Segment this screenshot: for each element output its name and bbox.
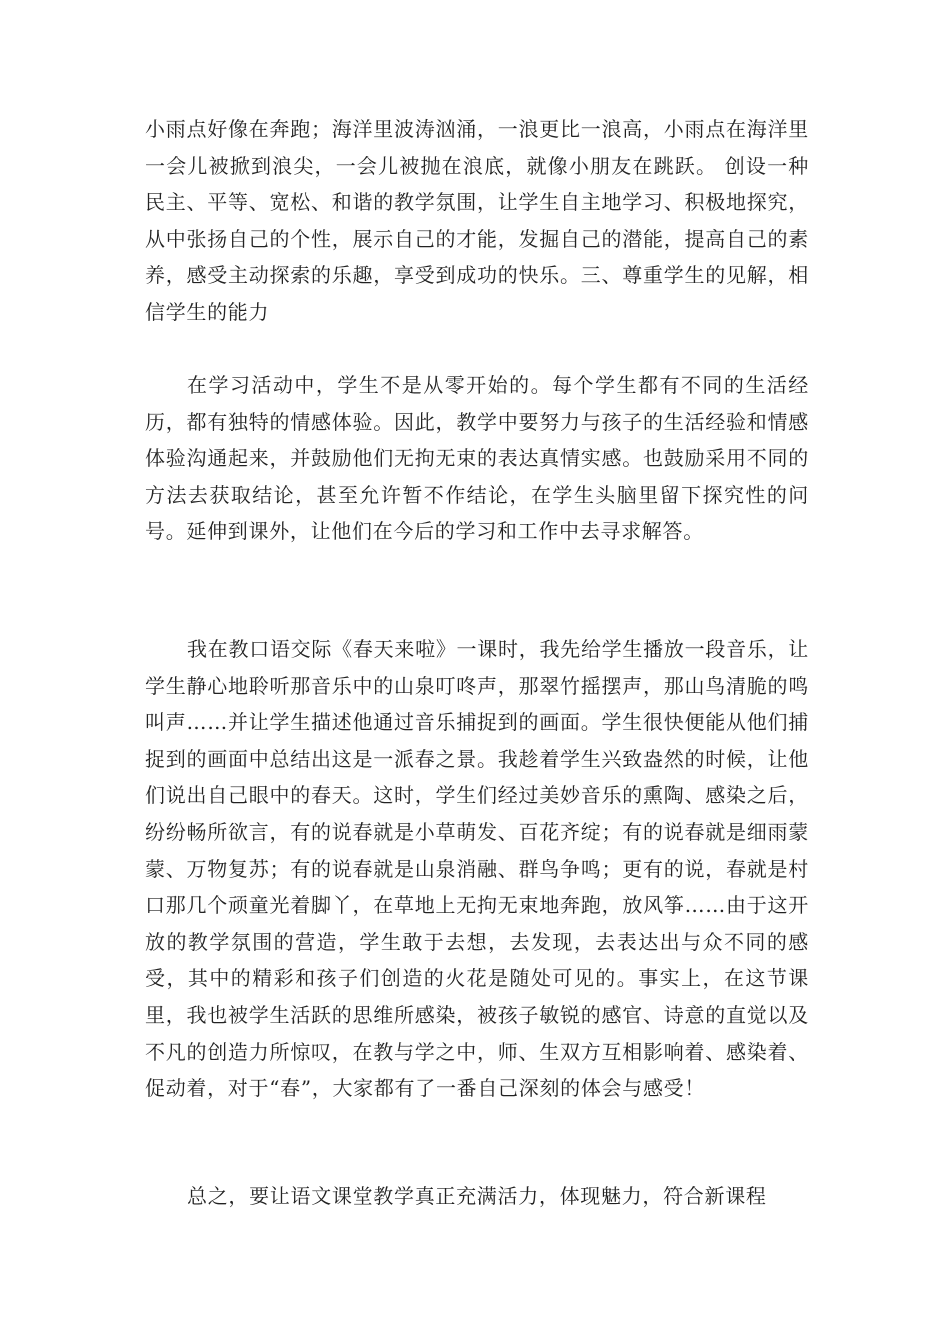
paragraph-spring-lesson: 我在教口语交际《春天来啦》一课时，我先给学生播放一段音乐，让学生静心地聆听那音乐中的山泉叮咚声，那翠竹摇摆声，那山鸟清脆的鸣叫声……并让学生描述他通过音乐捕捉到的画面。学生很快便能从他们捕捉到的画面中总结出这是一派春之景。我趁着学生兴致盎然的时候，让他们说出自己眼中的春天。这时，学生们经过美妙音乐的熏陶、感染之后，纷纷畅所欲言，有的说春就是小草萌发、百花齐绽；有的说春就是细雨蒙蒙、万物复苏；有的说春就是山泉消融、群鸟争鸣；更有的说，春就是村口那几个顽童光着脚丫，在草地上无拘无束地奔跑，放风筝……由于这开放的教学氛围的营造，学生敢于去想，去发现，去表达出与众不同的感受，其中的精彩和孩子们创造的火花是随处可见的。事实上，在这节课里，我也被学生活跃的思维所感染，被孩子敏锐的感官、诗意的直觉以及不凡的创造力所惊叹，在教与学之中，师、生双方互相影响着、感染着、促动着，对于“春”，大家都有了一番自己深刻的体会与感受！: [145, 637, 809, 1101]
paragraph-conclusion: 总之，要让语文课堂教学真正充满活力，体现魅力，符合新课程: [187, 1184, 767, 1208]
paragraph-learning-activities: 在学习活动中，学生不是从零开始的。每个学生都有不同的生活经历，都有独特的情感体验。因此，教学中要努力与孩子的生活经验和情感体验沟通起来，并鼓励他们无拘无束的表达真情实感。也鼓励采用不同的方法去获取结论，甚至允许暂不作结论，在学生头脑里留下探究性的问号。延伸到课外，让他们在今后的学习和工作中去寻求解答。: [145, 373, 809, 544]
paragraph-continuation: 小雨点好像在奔跑；海洋里波涛汹涌，一浪更比一浪高，小雨点在海洋里一会儿被掀到浪尖，一会儿被抛在浪底，就像小朋友在跳跃。 创设一种民主、平等、宽松、和谐的教学氛围，让学生自主地学习、积极地探究，从中张扬自己的个性，展示自己的才能，发掘自己的潜能，提高自己的素养，感受主动探索的乐趣，享受到成功的快乐。三、尊重学生的见解，相信学生的能力: [145, 117, 809, 324]
